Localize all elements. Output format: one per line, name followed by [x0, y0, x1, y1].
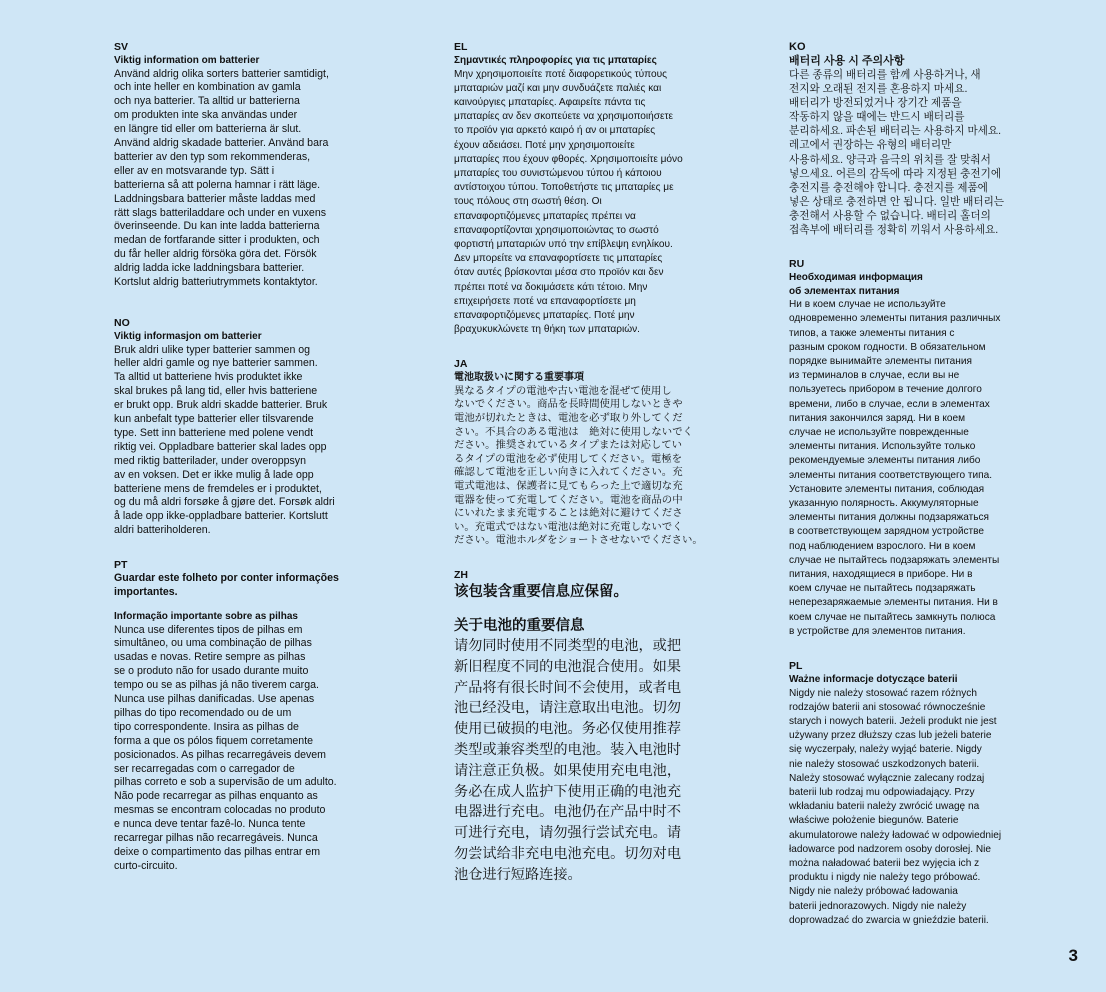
heading-zh: 关于电池的重要信息 — [454, 617, 585, 634]
language-code-no: NO — [114, 317, 130, 329]
heading-no: Viktig informasjon om batterier — [114, 331, 262, 342]
body-text-ko: 다른 종류의 배터리를 함께 사용하거나, 새 전지와 오래된 전지를 혼용하지 마세요. 배터리가 방전되었거나 장기간 제품을 작동하지 않을 때에는 반드시 배터리를 분리하세요. 파손된 배터리는 사용하지 마세요. 레고에서 권장하는 유형의 배터리만 사용하세요. 양극과 음극의 위치를 잘 맞춰서 넣으세요. 어른의 감독에 따라 지정된 충전기에 충전지를 충전해야 합니다. 충전지를 제품에 넣은 상태로 충전하면 안 됩니다. 일반 배터리는 충전해서 사용할 수 없습니다. 배터리 홀더의 접촉부에 배터리를 정확히 끼워서 사용하세요. — [789, 69, 1005, 237]
section-zh — [454, 568, 716, 886]
body-text-el: Μην χρησιμοποιείτε ποτέ διαφορετικούς τύπους μπαταριών μαζί και μην συνδυάζετε παλιές και καινούργιες μπαταρίες. Αφαιρείτε πάντα τις μπαταρίες αν δεν σκοπεύετε να χρησιμοποιήσετε το προϊόν για αρκετό καιρό ή αν οι μπαταρίες έχουν αδειάσει. Ποτέ μην χρησιμοποιείτε μπαταρίες που έχουν φθορές. Χρησιμοποιείτε μόνο μπαταρίες του συνιστώμενου τύπου ή κάποιου αντίστοιχου τύπου. Τοποθετήστε τις μπαταρίες με τους πόλους στη σωστή θέση. Οι επαναφορτιζόμενες μπαταρίες πρέπει να επαναφορτίζονται χρησιμοποιώντας το σωστό φορτιστή μπαταριών υπό την επίβλεψη ενηλίκου. Δεν μπορείτε να επαναφορτίσετε τις μπαταρίες όταν αυτές βρίσκονται μέσα στο προϊόν και δεν πρέπει ποτέ να δοκιμάσετε κάτι τέτοιο. Μην επιχειρήσετε ποτέ να επαναφορτίσετε μη επαναφορτιζόμενες μπαταρίες. Ποτέ μην βραχυκυκλώνετε τη θήκη των μπαταριών. — [454, 68, 683, 336]
heading-ja: 電池取扱いに関する重要事項 — [454, 372, 584, 384]
body-text-no: Bruk aldri ulike typer batterier sammen og heller aldri gamle og nye batterier sammen. Ta alltid ut batteriene hvis produktet ikke skal brukes på lang tid, eller hvis batteriene er brukt opp. Bruk aldri skadde batterier. Bruk kun anbefalt type batterier eller tilsvarende type. Sett inn batteriene med polene vendt riktig vei. Oppladbare batterier skal lades opp med riktig batterilader, under overoppsyn av en voksen. Det er ikke mulig å lade opp batteriene mens de fremdeles er i produktet, og du må aldri forsøke å gjøre det. Forsøk aldri å lade opp ikke-oppladbare batterier. Kortslutt aldri batteriholderen. — [114, 343, 335, 537]
heading-sv: Viktig information om batterier — [114, 55, 260, 66]
body-text-zh: 请勿同时使用不同类型的电池，或把 新旧程度不同的电池混合使用。如果 产品将有很长时间不会使用，或者电 池已经没电，请注意取出电池。切勿 使用已破损的电池。务必仅使用推荐 类型或兼容类型的电池。装入电池时 请注意正负极。如果使用充电电池， 务必在成人监护下使用正确的电池充 电器进行充电。电池仍在产品中时不 可进行充电，请勿强行尝试充电。请 勿尝试给非充电电池充电。切勿对电 池仓进行短路连接。 — [454, 637, 682, 883]
language-code-ja: JA — [454, 358, 468, 371]
column-middle — [454, 40, 716, 906]
heading-ru: Необходимая информация об элементах питания — [789, 272, 923, 297]
language-code-ko: KO — [789, 41, 806, 53]
heading-ko: 배터리 사용 시 주의사항 — [789, 55, 905, 67]
section-ko — [789, 40, 1054, 237]
language-code-ru: RU — [789, 258, 805, 271]
section-ja — [454, 357, 716, 548]
body-text-ja: 異なるタイプの電池や古い電池を混ぜて使用し ないでください。商品を長時間使用しないときや 電池が切れたときは、電池を必ず取り外してくだ さい。不具合のある電池は 絶対に使用しないでく ださい。推奨されているタイプまたは対応してい るタイプの電池を必ず使用してください。電極を 確認して電池を正しい向きに入れてください。充 電式電池は、保護者に見てもらった上で適切な充 電器を使って充電してください。電池を商品の中 にいれたまま充電することは絶対に避けてくださ い。充電式ではない電池は絶対に充電しないでく ださい。電池ホルダをショートさせないでください。 — [454, 385, 703, 547]
language-code-pt: PT — [114, 559, 128, 572]
body-text-ru: Ни в коем случае не используйте одновременно элементы питания различных типов, а также элементы питания с разным сроком годности. В обязательном порядке вынимайте элементы питания из терминалов в случае, если вы не пользуетесь прибором в течение долгого времени, либо в случае, если в элементах питания закончился заряд. Ни в коем случае не используйте поврежденные элементы питания. Используйте только рекомендуемые элементы питания либо элементы питания соответствующего типа. Установите элементы питания, соблюдая указанную полярность. Аккумуляторные элементы питания должны подзаряжаться в соответствующем зарядном устройстве под наблюдением взрослого. Ни в коем случае не пытайтесь подзаряжать элементы питания, находящиеся в приборе. Ни в коем случае не пытайтесь подзаряжать неперезаряжаемые элементы питания. Ни в коем случае не пытайтесь замкнуть полюса в устройстве для элементов питания. — [789, 299, 1001, 637]
page-number: 3 — [1068, 946, 1078, 965]
section-no — [114, 316, 376, 538]
body-text-pt: Nunca use diferentes tipos de pilhas em simultâneo, ou uma combinação de pilhas usadas e novas. Retire sempre as pilhas se o produto não for usado durante muito tempo ou se as pilhas já não tiverem carga. Nunca use pilhas danificadas. Use apenas pilhas do tipo recomendado ou de um tipo correspondente. Insira as pilhas de forma a que os pólos fiquem corretamente posicionados. As pilhas recarregáveis devem ser recarregadas com o carregador de pilhas correto e sob a supervisão de um adulto. Não pode recarregar as pilhas enquanto as mesmas se encontram colocadas no produto e nunca deve tentar fazê-lo. Nunca tente recarregar pilhas não recarregáveis. Nunca deixe o compartimento das pilhas entrar em curto-circuito. — [114, 623, 337, 872]
body-text-pl: Nigdy nie należy stosować razem różnych rodzajów baterii ani stosować równocześnie starych i nowych baterii. Jeżeli produkt nie jest używany przez dłuższy czas lub jeżeli baterie się wyczerpały, należy wyjąć baterie. Nigdy nie należy stosować uszkodzonych baterii. Należy stosować wyłącznie zalecany rodzaj baterii lub rodzaj mu odpowiadający. Przy wkładaniu baterii należy zwrócić uwagę na właściwe położenie biegunów. Baterie akumulatorowe należy ładować w odpowiedniej ładowarce pod nadzorem osoby dorosłej. Nie można naładować baterii bez wyjęcia ich z produktu i nigdy nie należy tego próbować. Nigdy nie należy próbować ładowania baterii jednorazowych. Nigdy nie należy doprowadzać do zwarcia w gnieździe baterii. — [789, 687, 1002, 926]
language-code-sv: SV — [114, 41, 129, 53]
retain-note-zh: 该包装含重要信息应保留。 — [454, 583, 628, 600]
heading-pl: Ważne informacje dotyczące baterii — [789, 674, 958, 685]
language-code-el: EL — [454, 41, 468, 53]
column-right — [789, 40, 1054, 948]
column-left — [114, 40, 376, 894]
language-code-pl: PL — [789, 660, 803, 672]
section-el — [454, 40, 716, 337]
heading-pt: Informação importante sobre as pilhas — [114, 611, 298, 622]
section-sv — [114, 40, 376, 290]
section-pl — [789, 659, 1054, 928]
body-text-sv: Använd aldrig olika sorters batterier samtidigt, och inte heller en kombination av gamla och nya batterier. Ta alltid ur batterierna om produkten inte ska användas under en längre tid eller om batterierna är slut. Använd aldrig skadade batterier. Använd bara batterier av den typ som rekommenderas, eller av en motsvarande typ. Sätt i batterierna så att polerna hamnar i rätt läge. Laddningsbara batterier måste laddas med rätt slags batteriladdare och under en vuxens överinseende. Du kan inte ladda batterierna medan de fortfarande sitter i produkten, och du får heller aldrig försöka göra det. Försök aldrig ladda icke laddningsbara batterier. Kortslut aldrig batteriutrymmets kontaktytor. — [114, 67, 329, 289]
retain-note-pt: Guardar este folheto por conter informações importantes. — [114, 572, 339, 599]
heading-el: Σημαντικές πληροφορίες για τις μπαταρίες — [454, 55, 657, 66]
language-code-zh: ZH — [454, 568, 468, 581]
section-ru — [789, 257, 1054, 639]
section-pt — [114, 558, 376, 874]
